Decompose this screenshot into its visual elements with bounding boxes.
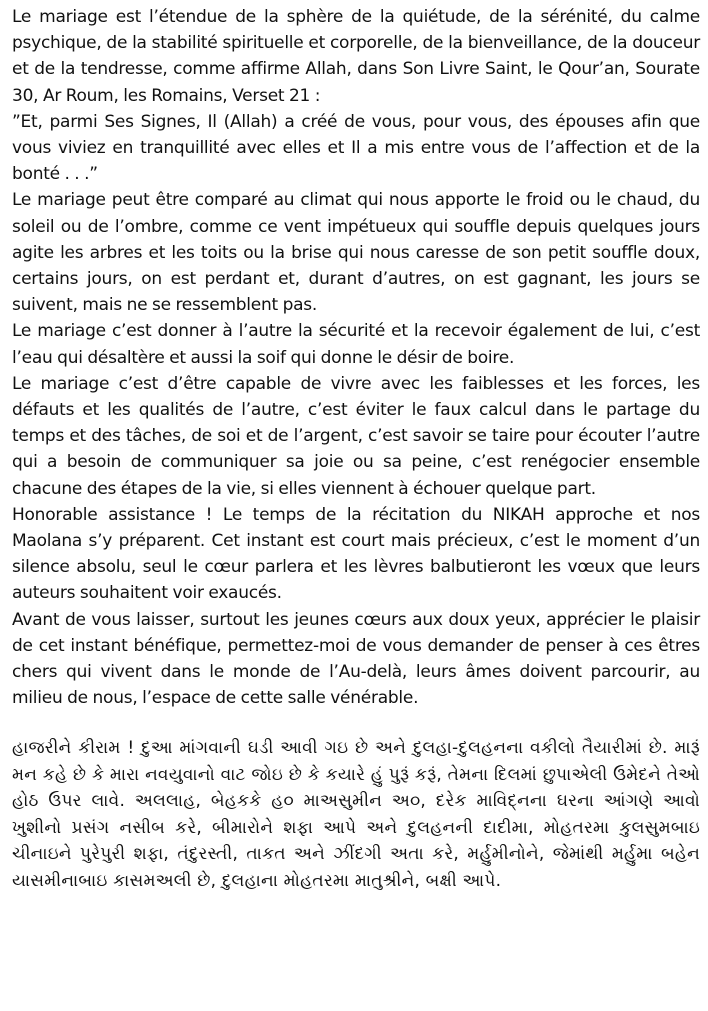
paragraph-remembrance: Avant de vous laisser, surtout les jeunes cœurs aux doux yeux, apprécier le plaisir de cet instant bénéfique, permettez-moi de vous demander de penser à ces êtres chers qui vivent dans le monde de l’Au-delà, leurs âmes doivent parcourir, au milieu de nous, l’espace de cette salle vénérable. (12, 609, 700, 709)
french-text-block (12, 4, 700, 711)
paragraph-marriage-climate: Le mariage peut être comparé au climat qui nous apporte le froid ou le chaud, du soleil ou de l’ombre, comme ce vent impétueux qui souffle depuis quelques jours agite les arbres et les toits ou la brise qui nous caresse de son petit souffle doux, certains jours, on est perdant et, durant d’autres, on est gagnant, les jours se suivent, mais ne se ressemblent pas. (12, 190, 700, 316)
paragraph-marriage-definition: Le mariage est l’étendue de la sphère de la quiétude, de la sérénité, du calme psychique, de la stabilité spirituelle et corporelle, de la bienveillance, de la douceur et de la tendresse, comme affirme Allah, dans Son Livre Saint, le Qour’an, Sourate 30, Ar Roum, les Romains, Verset 21 : (12, 7, 700, 106)
gujarati-text-block: હાજરીને કીરામ ! દુઆ માંગવાની ઘડી આવી ગઇ છે અને દુલહા-દુલહનના વકીલો તૈયારીમાં છે. મારૂં મન કહે છે કે મારા નવયુવાનો વાટ જોઇ છે કે કયારે હું પુરૂં કરૂં, તેમના દિલમાં છુપાએલી ઉમેદને તેઓ હોઠ ઉપર લાવે. અલલાહ, બેહકકે હ૦ માઅસુમીન અ૦, દરેક માવિદ્નના ઘરના આંગણે આવો ખુશીનો પ્રસંગ નસીબ કરે, બીમારોને શફા આપે અને દુલહનની દાદીમા, મોહતરમા કુલસુમબાઇ ચીનાઇને પુરેપુરી શફા, તંદુરસ્તી, તાકત અને ઝીંદગી અતા કરે, મર્હુમીનોને, જેમાંથી મર્હુમા બહેન યાસમીનાબાઇ કાસમઅલી છે, દુલહાના મોહતરમા માતુશ્રીને, બક્ષી આપે. (12, 738, 700, 891)
paragraph-marriage-security: Le mariage c’est donner à l’autre la sécurité et la recevoir également de lui, c’est l’eau qui désaltère et aussi la soif qui donne le désir de boire. (12, 321, 700, 368)
paragraph-marriage-strengths: Le mariage c’est d’être capable de vivre avec les faiblesses et les forces, les défauts et les qualités de l’autre, c’est éviter le faux calcul dans le partage du temps et des tâches, de soi et de l’argent, c’est savoir se taire pour écouter l’autre qui a besoin de communiquer sa joie ou sa peine, c’est renégocier ensemble chacune des étapes de la vie, si elles viennent à échouer quelque part. (12, 373, 700, 499)
paragraph-quran-quote: ”Et, parmi Ses Signes, Il (Allah) a créé de vous, pour vous, des épouses afin que vous viviez en tranquillité avec elles et Il a mis entre vous de l’affection et de la bonté . . .” (12, 111, 700, 185)
paragraph-nikah-assistance: Honorable assistance ! Le temps de la récitation du NIKAH approche et nos Maolana s’y préparent. Cet instant est court mais précieux, c’est le moment d’un silence absolu, seul le cœur parlera et les lèvres balbutieront les vœux que leurs auteurs souhaitent voir exaucés. (12, 504, 700, 604)
